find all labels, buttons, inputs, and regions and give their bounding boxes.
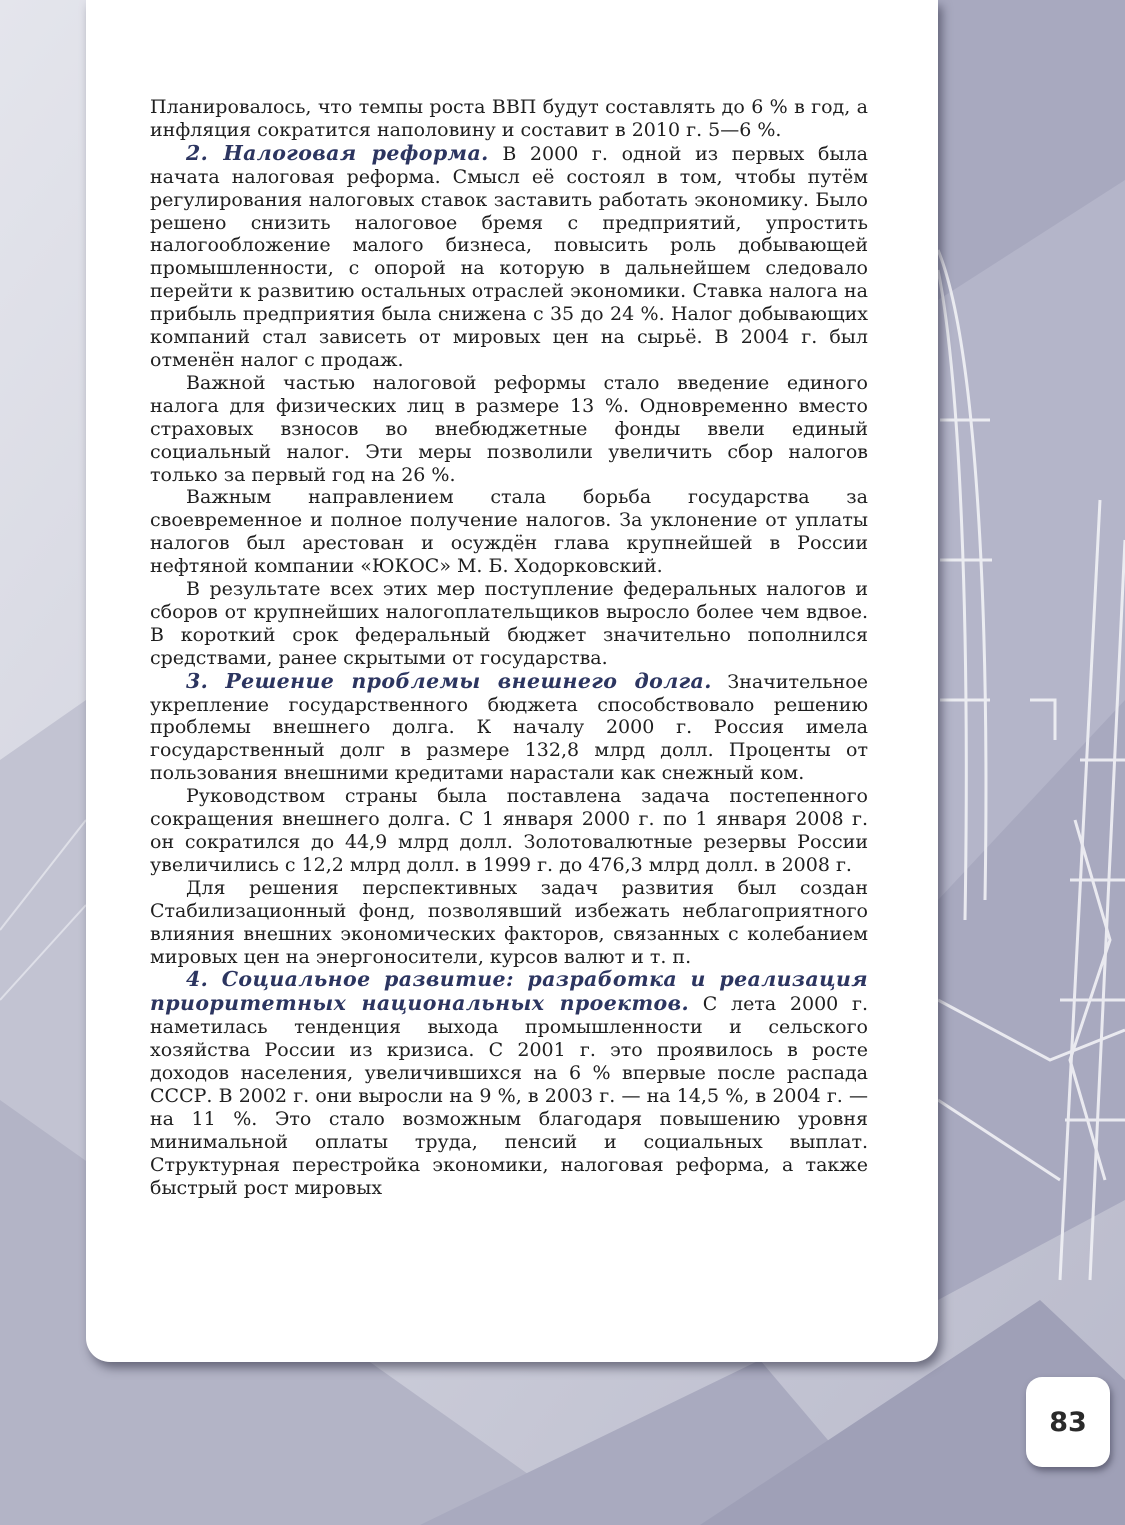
page-number: 83 xyxy=(1026,1377,1110,1467)
section-3-paragraph xyxy=(150,670,868,786)
section-2-paragraph-3: Важным направлением стала борьба государства за своевременное и полное получение налогов. За уклонение от уплаты налогов был арестован и осуждён глава крупнейшей в России нефтяной компании «ЮКОС» М. Б. Ходорковский. xyxy=(150,486,868,578)
section-2-paragraph-2: Важной частью налоговой реформы стало введение единого налога для физических лиц в размере 13 %. Одновременно вместо страховых взносов во внебюджетные фонды ввели единый социальный налог. Эти меры позволили увеличить сбор налогов только за первый год на 26 %. xyxy=(150,371,868,486)
section-3-paragraph-3: Для решения перспективных задач развития был создан Стабилизационный фонд, позволявший избежать неблагоприятного влияния внешних экономических факторов, связанных с колебанием мировых цен на энергоносители, курсов валют и т. п. xyxy=(150,876,868,968)
section-4-text: С лета 2000 г. наметилась тенденция выхода промышленности и сельского хозяйства России из кризиса. С 2001 г. это проявилось в росте доходов населения, увеличившихся на 6 % впервые после распада СССР. В 2002 г. они выросли на 9 %, в 2003 г. — на 14,5 %, в 2004 г. — на 11 %. Это стало возможным благодаря повышению уровня минимальной оплаты труда, пенсий и социальных выплат. Структурная перестройка экономики, налоговая реформа, а также быстрый рост мировых xyxy=(150,993,868,1199)
section-4-heading: 4. Социальное развитие: разработка и реализация приоритетных национальных проектов. xyxy=(150,967,868,1016)
section-2-paragraph-4: В результате всех этих мер поступление федеральных налогов и сборов от крупнейших налогоплательщиков выросло более чем вдвое. В короткий срок федеральный бюджет значительно пополнился средствами, ранее скрытыми от государства. xyxy=(150,578,868,669)
section-4-paragraph xyxy=(150,968,868,1199)
section-2-text: В 2000 г. одной из первых была начата налоговая реформа. Смысл её состоял в том, чтобы путём регулирования налоговых ставок заставить работать экономику. Было решено снизить налоговое бремя с предприятий, упростить налогообложение малого бизнеса, повысить роль добывающей промышленности, с опорой на которую в дальнейшем следовало перейти к развитию остальных отраслей экономики. Ставка налога на прибыль предприятия была снижена с 35 до 24 %. Налог добывающих компаний стал зависеть от мировых цен на сырьё. В 2004 г. был отменён налог с продаж. xyxy=(150,142,868,371)
section-3-paragraph-2: Руководством страны была поставлена задача постепенного сокращения внешнего долга. С 1 января 2000 г. по 1 января 2008 г. он сократился до 44,9 млрд долл. Золотовалютные резервы России увеличились с 12,2 млрд долл. в 1999 г. до 476,3 млрд долл. в 2008 г. xyxy=(150,785,868,876)
section-2-heading: 2. Налоговая реформа. xyxy=(186,140,489,165)
page-body xyxy=(150,96,868,1200)
section-2-paragraph xyxy=(150,142,868,372)
section-3-text: Значительное укрепление государственного бюджета способствовало решению проблемы внешнего долга. К началу 2000 г. Россия имела государственный долг в размере 132,8 млрд долл. Проценты от пользования внешними кредитами нарастали как снежный ком. xyxy=(150,670,868,785)
section-3-heading: 3. Решение проблемы внешнего долга. xyxy=(186,668,712,693)
intro-paragraph: Планировалось, что темпы роста ВВП будут составлять до 6 % в год, а инфляция сократится наполовину и составит в 2010 г. 5—6 %. xyxy=(150,96,868,141)
